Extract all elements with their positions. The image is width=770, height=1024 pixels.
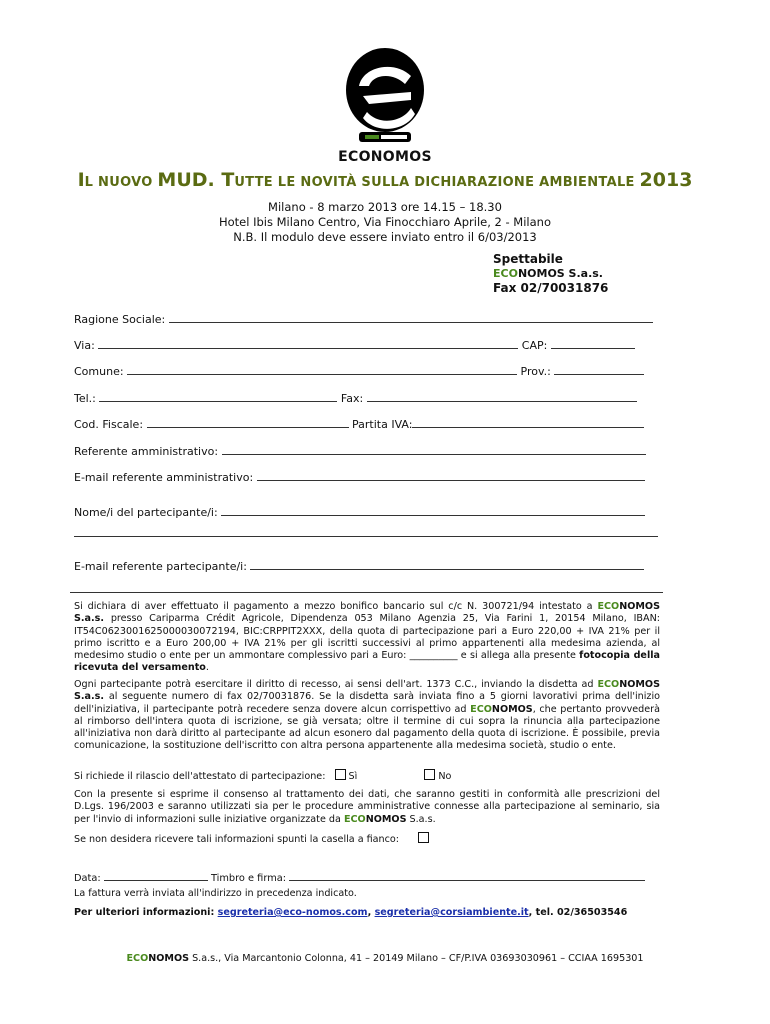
field-referente[interactable]: Referente amministrativo: [74,444,658,458]
recipient-salutation: Spettabile [493,252,563,266]
certificate-no-option[interactable]: No [424,771,451,782]
privacy-paragraph: Con la presente si esprime il consenso al trattamento dei dati, che saranno gestiti in conformità alle prescrizioni del D.Lgs. 196/2003 e saranno utilizzati sia per le procedure amministrative connesse alla partecipazione al seminario, sia per l'invio di informazioni sulle iniziative organizzate da ECONOMOS S.a.s. [74,789,660,825]
field-nome-partecipante-line2[interactable] [74,526,658,540]
invoice-note: La fattura verrà inviata all'indirizzo in precedenza indicato. [74,888,357,899]
field-email-partecipante[interactable]: E-mail referente partecipante/i: [74,559,658,573]
optout-row: Se non desidera ricevere tali informazioni spunti la casella a fianco: [74,832,432,845]
field-cf-piva[interactable]: Cod. Fiscale: Partita IVA: [74,417,658,431]
recipient-company: ECONOMOS S.a.s. [493,267,603,280]
page-title: IL NUOVO MUD. TUTTE LE NOVITÀ SULLA DICHIARAZIONE AMBIENTALE 2013 [77,169,693,191]
certificate-request: Si richiede il rilascio dell'attestato di partecipazione: Sì No [74,771,452,782]
field-nome-partecipante[interactable]: Nome/i del partecipante/i: [74,505,658,519]
withdrawal-paragraph: Ogni partecipante potrà esercitare il diritto di recesso, ai sensi dell'art. 1373 C.C., inviando la disdetta ad ECONOMOS S.a.s. al seguente numero di fax 02/70031876. Se la disdetta sarà inviata fino a 5 giorni lavorativi prima dell'inizio dell'iniziativa, il partecipante potrà recedere senza dovere alcun corrispettivo ad ECONOMOS, che pertanto provvederà al rimborso dell'intera quota di iscrizione, se già versata; oltre il termine di cui sopra la rinuncia alla partecipazione all'iniziativa non darà diritto al partecipante ad alcun esonero dal pagamento della quota di iscrizione. È possibile, previa comunicazione, la sostituzione dell'iscritto con altra persona appartenente alla medesima società, studio o ente. [74,679,660,752]
field-tel-fax[interactable]: Tel.: Fax: [74,391,658,405]
brand-name: ECONOMOS [338,149,432,165]
checkbox-optout[interactable] [418,832,429,843]
signature-row[interactable]: Data: Timbro e firma: [74,870,658,884]
section-divider [70,592,663,593]
checkbox-no[interactable] [424,769,435,780]
field-email-referente[interactable]: E-mail referente amministrativo: [74,470,658,484]
contacts-row: Per ulteriori informazioni: segreteria@eco-nomos.com, segreteria@corsiambiente.it, tel. 02/36503546 [74,907,628,918]
page-footer: ECONOMOS S.a.s., Via Marcantonio Colonna, 41 – 20149 Milano – CF/P.IVA 03693030961 – CCIAA 1695301 [126,953,644,964]
event-venue: Hotel Ibis Milano Centro, Via Finocchiaro Aprile, 2 - Milano [218,215,551,229]
deadline-note: N.B. Il modulo deve essere inviato entro il 6/03/2013 [233,230,537,244]
field-ragione-sociale[interactable]: Ragione Sociale: [74,312,658,326]
recipient-fax: Fax 02/70031876 [493,281,609,295]
checkbox-yes[interactable] [335,769,346,780]
field-via-cap[interactable]: Via: CAP: [74,338,658,352]
email-link-corsiambiente[interactable]: segreteria@corsiambiente.it [374,907,529,918]
event-date: Milano - 8 marzo 2013 ore 14.15 – 18.30 [268,200,502,214]
payment-paragraph: Si dichiara di aver effettuato il pagamento a mezzo bonifico bancario sul c/c N. 300721/94 intestato a ECONOMOS S.a.s. presso Cariparma Crédit Agricole, Dipendenza 053 Milano Agenzia 25, Via Farini 1, 20154 Milano, IBAN: IT54C0623001625000030072194, BIC:CRPPIT2XXX, della quota di partecipazione pari a Euro 220,00 + IVA 21% per il primo iscritto e a Euro 200,00 + IVA 21% per gli iscritti successivi al primo appartenenti alla medesima azienda, al medesimo studio o ente per un ammontare complessivo pari a Euro: __________ e si allega alla presente fotocopia della ricevuta del versamento. [74,601,660,674]
certificate-yes-option[interactable]: Sì [335,771,358,782]
email-link-economos[interactable]: segreteria@eco-nomos.com [217,907,368,918]
economos-logo [345,46,425,150]
field-comune-prov[interactable]: Comune: Prov.: [74,364,658,378]
